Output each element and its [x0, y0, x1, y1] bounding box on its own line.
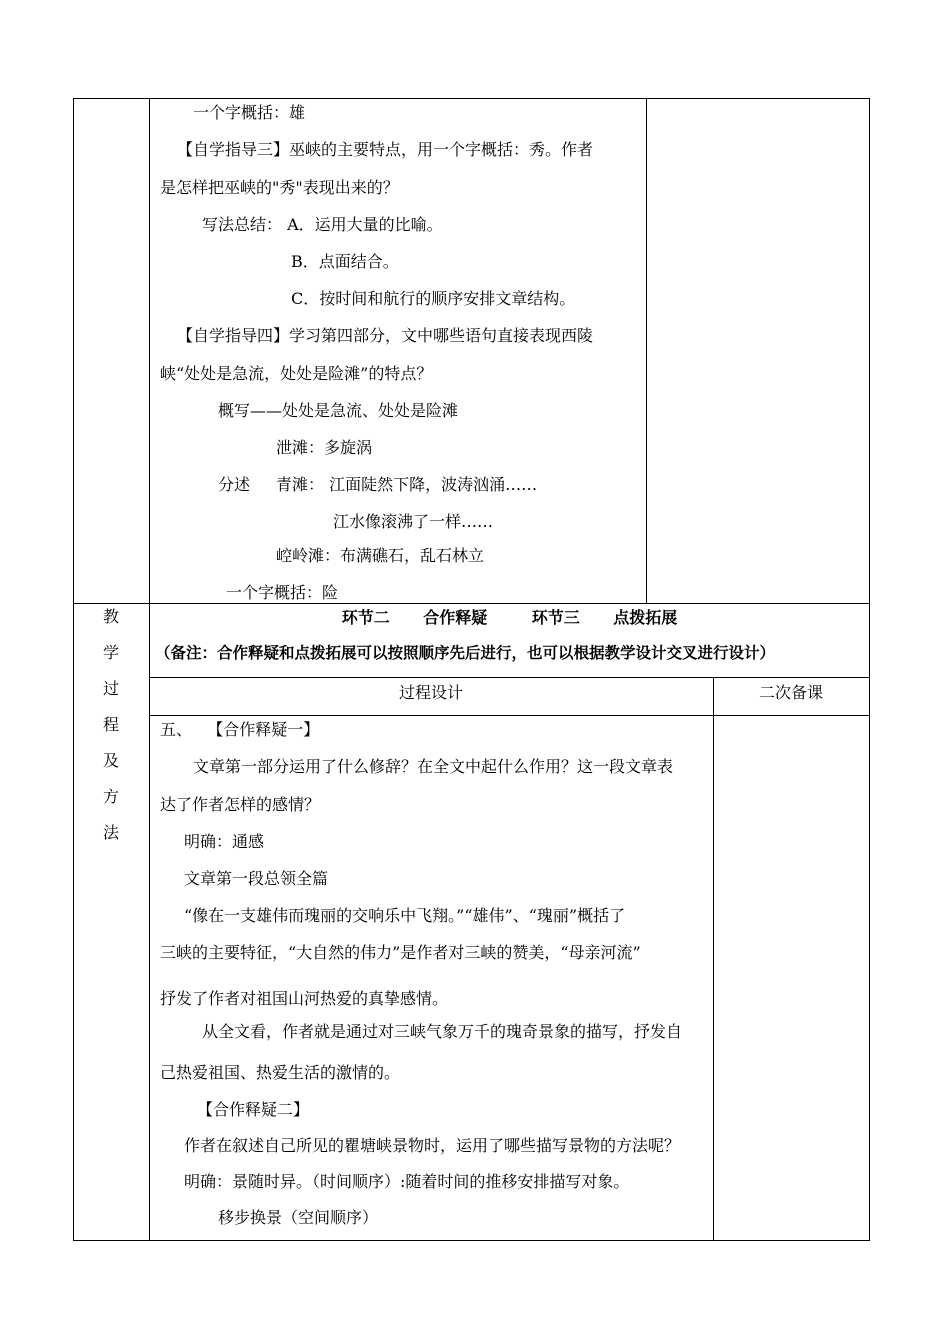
- table-border-left: [73, 98, 74, 1241]
- text-line: 【合作释疑二】: [197, 1100, 310, 1119]
- text-line: “像在一支雄伟而瑰丽的交响乐中飞翔。”“雄伟”、“瑰丽”概括了: [184, 906, 626, 925]
- table-border-top: [73, 98, 870, 99]
- text-line: 江水像滚沸了一样……: [333, 512, 494, 531]
- section-note: （备注：合作释疑和点拨拓展可以按照顺序先后进行，也可以根据教学设计交叉进行设计）: [155, 643, 776, 662]
- text-line: 达了作者怎样的感情？: [160, 795, 321, 814]
- side-label-char: 程: [102, 715, 119, 734]
- side-label-char: 教: [102, 607, 119, 626]
- text-line: 峡“处处是急流，处处是险滩”的特点？: [160, 364, 433, 383]
- table-border-col-bottom: [713, 677, 714, 1241]
- text-line: 【自学指导三】巫峡的主要特点，用一个字概括：秀。作者: [177, 140, 594, 159]
- section-title: 环节二 合作释疑 环节三 点拨拓展: [341, 608, 678, 627]
- table-border-bottom: [73, 1240, 870, 1241]
- text-line: 写法总结： A．运用大量的比喻。: [202, 215, 443, 234]
- table-border-right: [869, 98, 870, 1241]
- text-line: 【自学指导四】学习第四部分，文中哪些语句直接表现西陵: [177, 326, 594, 345]
- text-line: 三峡的主要特征，“大自然的伟力”是作者对三峡的赞美，“母亲河流”: [160, 943, 641, 962]
- text-line: 泄滩：多旋涡: [276, 438, 373, 457]
- side-label-char: 过: [102, 679, 119, 698]
- table-border-colheader: [149, 715, 870, 716]
- text-line: 己热爱祖国、热爱生活的激情的。: [160, 1063, 401, 1082]
- text-line: 青滩： 江面陡然下降，波涛汹涌……: [276, 475, 538, 494]
- side-label-char: 方: [102, 787, 119, 806]
- column-header-second: 二次备课: [758, 683, 823, 702]
- side-label-char: 及: [102, 751, 119, 770]
- table-border-col-top: [646, 98, 647, 604]
- text-line: 是怎样把巫峡的"秀"表现出来的？: [160, 178, 399, 197]
- text-line: 明确：景随时异。（时间顺序）:随着时间的推移安排描写对象。: [184, 1172, 630, 1191]
- table-border-header: [149, 677, 870, 678]
- text-line: 分述: [218, 475, 251, 494]
- text-line: 一个字概括：险: [226, 583, 339, 602]
- text-line: 明确：通感: [184, 832, 265, 851]
- text-line: 崆岭滩：布满礁石，乱石林立: [276, 546, 485, 565]
- text-line: 移步换景（空间顺序）: [218, 1208, 379, 1227]
- text-line: 一个字概括：雄: [193, 103, 306, 122]
- text-line: 概写——处处是急流、处处是险滩: [218, 401, 459, 420]
- table-border-row1: [73, 603, 870, 604]
- table-border-inner: [149, 98, 150, 1241]
- side-label-char: 法: [102, 823, 119, 842]
- text-line: 作者在叙述自己所见的瞿塘峡景物时，运用了哪些描写景物的方法呢？: [184, 1136, 681, 1155]
- text-line: 文章第一部分运用了什么修辞？在全文中起什么作用？这一段文章表: [193, 757, 674, 776]
- text-line: 抒发了作者对祖国山河热爱的真挚感情。: [160, 989, 449, 1008]
- text-line: B．点面结合。: [291, 252, 399, 271]
- column-header-process: 过程设计: [398, 683, 463, 702]
- text-line: 文章第一段总领全篇: [184, 869, 329, 888]
- text-line: 五、 【合作释疑一】: [160, 720, 320, 739]
- text-line: C．按时间和航行的顺序安排文章结构。: [291, 289, 576, 308]
- side-label-char: 学: [102, 643, 119, 662]
- text-line: 从全文看，作者就是通过对三峡气象万千的瑰奇景象的描写，抒发自: [202, 1022, 683, 1041]
